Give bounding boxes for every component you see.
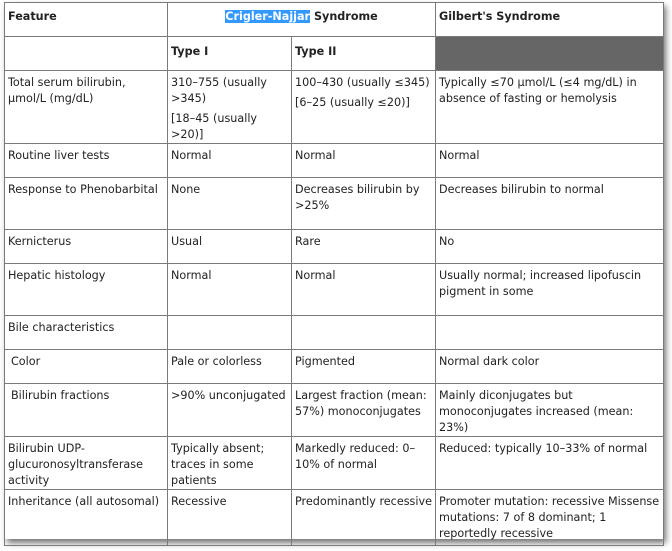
table-row (5, 437, 664, 490)
row-feature: Hepatic histology (5, 264, 168, 316)
row-type1 (168, 71, 292, 144)
row-type1: Normal (168, 144, 292, 178)
table-row (5, 384, 664, 437)
row-gilbert (436, 316, 664, 350)
table-frame (4, 2, 663, 539)
header-crigler-rest: Syndrome (310, 10, 378, 23)
row-type2: Largest fraction (mean: 57%) monoconjugates (292, 384, 436, 437)
row-gilbert: Decreases bilirubin to normal (436, 178, 664, 230)
table-row (5, 316, 664, 350)
row-type1: Usual (168, 230, 292, 264)
row-gilbert: Normal dark color (436, 350, 664, 384)
row-gilbert: Usually normal; increased lipofuscin pigment in some (436, 264, 664, 316)
row-type1: Recessive (168, 490, 292, 546)
row-gilbert: No (436, 230, 664, 264)
row-type1: Normal (168, 264, 292, 316)
header-row (5, 3, 664, 37)
comparison-table (4, 2, 664, 546)
row-type2 (292, 316, 436, 350)
type1-line2: [18–45 (usually >20)] (171, 112, 258, 141)
row-feature: Total serum bilirubin, µmol/L (mg/dL) (5, 71, 168, 144)
row-feature: Bilirubin UDP-glucuronosyltransferase activity (5, 437, 168, 490)
subheader-gray-cell (436, 37, 664, 71)
header-feature: Feature (5, 3, 168, 37)
table-row (5, 350, 664, 384)
row-gilbert: Typically ≤70 µmol/L (≤4 mg/dL) in absence of fasting or hemolysis (436, 71, 664, 144)
header-crigler-najjar (168, 3, 436, 37)
subheader-row (5, 37, 664, 71)
subheader-type2: Type II (292, 37, 436, 71)
type2-line1: 100–430 (usually ≤345) (295, 76, 430, 89)
type1-line1: 310–755 (usually >345) (171, 76, 267, 105)
row-type2: Rare (292, 230, 436, 264)
row-type1: Typically absent; traces in some patients (168, 437, 292, 490)
table-row (5, 178, 664, 230)
subheader-type1: Type I (168, 37, 292, 71)
row-feature: Routine liver tests (5, 144, 168, 178)
row-gilbert: Reduced: typically 10–33% of normal (436, 437, 664, 490)
table-row (5, 264, 664, 316)
row-feature: Bilirubin fractions (5, 384, 168, 437)
row-type2: Decreases bilirubin by >25% (292, 178, 436, 230)
row-type1: None (168, 178, 292, 230)
row-feature: Color (5, 350, 168, 384)
type2-line2: [6–25 (usually ≤20)] (295, 96, 410, 109)
table-row (5, 230, 664, 264)
row-gilbert: Promoter mutation: recessive Missense mutations: 7 of 8 dominant; 1 reportedly recessive (436, 490, 664, 546)
row-type1: >90% unconjugated (168, 384, 292, 437)
row-gilbert: Normal (436, 144, 664, 178)
row-type2: Pigmented (292, 350, 436, 384)
row-feature: Response to Phenobarbital (5, 178, 168, 230)
table-row (5, 490, 664, 546)
row-type1 (168, 316, 292, 350)
table-row (5, 144, 664, 178)
table-row (5, 71, 664, 144)
row-feature: Bile characteristics (5, 316, 168, 350)
row-type2: Normal (292, 264, 436, 316)
row-type2: Normal (292, 144, 436, 178)
row-feature: Inheritance (all autosomal) (5, 490, 168, 546)
row-type2: Predominantly recessive (292, 490, 436, 546)
highlighted-text[interactable]: Crigler-Najjar (225, 10, 311, 23)
row-feature: Kernicterus (5, 230, 168, 264)
subheader-empty (5, 37, 168, 71)
row-type1: Pale or colorless (168, 350, 292, 384)
row-type2 (292, 71, 436, 144)
header-gilbert: Gilbert's Syndrome (436, 3, 664, 37)
row-type2: Markedly reduced: 0–10% of normal (292, 437, 436, 490)
row-gilbert: Mainly diconjugates but monoconjugates increased (mean: 23%) (436, 384, 664, 437)
